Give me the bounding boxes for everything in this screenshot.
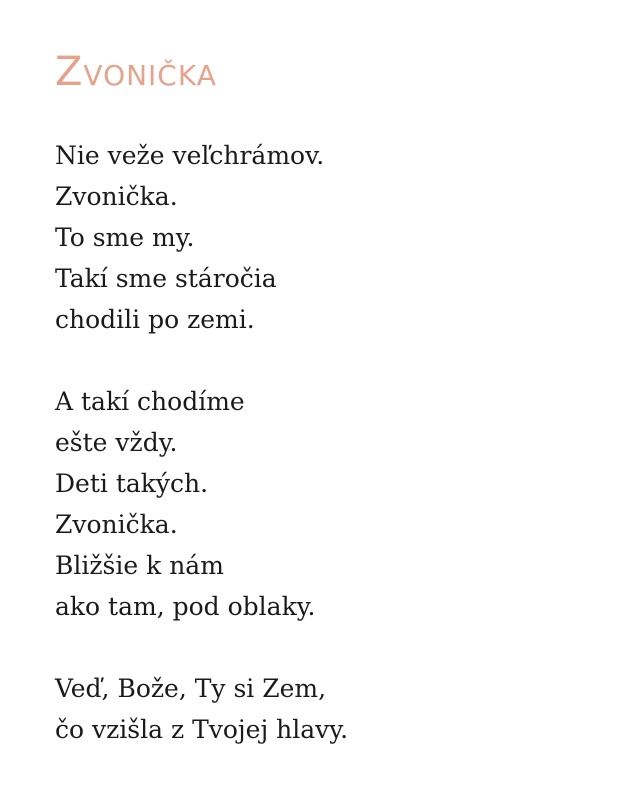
poem-line: Deti takých.: [55, 469, 209, 498]
poem-line: ako tam, pod oblaky.: [55, 592, 316, 621]
poem-line: Zvonička.: [55, 182, 178, 211]
poem-line: Nie veže veľchrámov.: [55, 141, 325, 170]
stanza-1: [55, 135, 615, 340]
stanza-2: [55, 381, 615, 627]
poem-title: Zvonička: [55, 49, 217, 95]
poem-line: chodili po zemi.: [55, 305, 255, 334]
poem-line: ešte vždy.: [55, 428, 178, 457]
poem-line: Veď, Bože, Ty si Zem,: [55, 674, 327, 703]
poem-line: To sme my.: [55, 223, 195, 252]
stanza-3: [55, 668, 615, 750]
poem-line: Zvonička.: [55, 510, 178, 539]
poem-line: A takí chodíme: [55, 387, 245, 416]
poem-body: [55, 135, 615, 750]
poem-line: Takí sme stáročia: [55, 264, 277, 293]
poem-line: čo vzišla z Tvojej hlavy.: [55, 715, 349, 744]
poem-line: Bližšie k nám: [55, 551, 224, 580]
